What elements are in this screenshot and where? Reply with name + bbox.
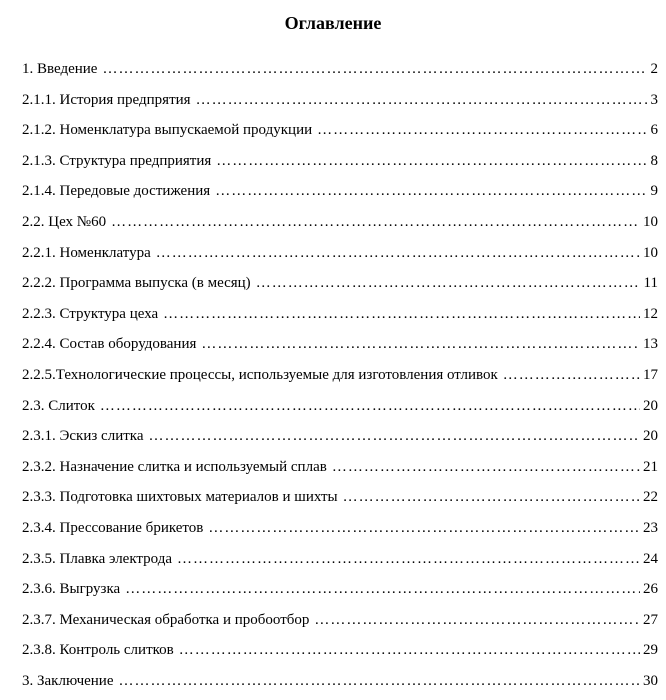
toc-row — [22, 272, 658, 294]
toc-entry-label: 2.1.3. Структура предприятия — [22, 152, 212, 169]
toc-entry-label: 2.2.3. Структура цеха — [22, 305, 159, 322]
toc-entry-label: 2.2. Цех №60 — [22, 213, 107, 230]
toc-entry[interactable] — [22, 670, 658, 700]
toc-entry-page-number: 10 — [643, 213, 658, 230]
toc-entry[interactable] — [22, 242, 658, 273]
toc-entry-page-number: 17 — [643, 366, 658, 383]
dot-leader — [179, 639, 640, 661]
dot-leader — [216, 150, 647, 172]
toc-entry-page-number: 2 — [650, 61, 658, 77]
toc-row — [22, 333, 658, 355]
toc-entry[interactable] — [22, 333, 658, 364]
toc-row — [22, 548, 658, 570]
table-of-contents — [22, 58, 658, 700]
toc-row — [22, 609, 658, 631]
toc-entry[interactable] — [22, 456, 658, 487]
toc-entry[interactable] — [22, 578, 658, 609]
toc-entry-label: 2.3.2. Назначение слитка и используемый сплав — [22, 458, 327, 475]
toc-entry-label: 2.2.4. Состав оборудования — [22, 336, 197, 353]
dot-leader — [163, 303, 640, 325]
toc-row — [22, 639, 658, 661]
toc-row — [22, 119, 658, 141]
toc-entry-label: 2.3.8. Контроль слитков — [22, 642, 174, 659]
toc-entry-label: 2.3.1. Эскиз слитка — [22, 428, 144, 445]
toc-entry-page-number: 27 — [643, 611, 658, 628]
toc-row — [22, 364, 658, 386]
toc-row — [22, 58, 658, 80]
toc-entry[interactable] — [22, 89, 658, 120]
toc-entry-page-number: 12 — [643, 305, 658, 322]
toc-entry-page-number: 21 — [643, 458, 658, 475]
toc-entry-page-number: 8 — [650, 152, 658, 169]
toc-row — [22, 150, 658, 172]
dot-leader — [156, 242, 640, 264]
toc-entry-label: 2.1.1. История предпрятия — [22, 91, 191, 108]
dot-leader — [149, 425, 641, 447]
toc-row — [22, 425, 658, 447]
toc-entry[interactable] — [22, 517, 658, 548]
toc-entry-label: 2.3.7. Механическая обработка и пробоотбор — [22, 611, 310, 628]
dot-leader — [503, 364, 640, 386]
dot-leader — [111, 211, 640, 233]
toc-entry-page-number: 20 — [643, 428, 658, 445]
toc-entry-page-number: 11 — [643, 275, 658, 292]
toc-entry[interactable] — [22, 150, 658, 181]
toc-entry-label: 2.3.4. Прессование брикетов — [22, 519, 204, 536]
toc-entry-label: 2.2.1. Номенклатура — [22, 244, 151, 261]
dot-leader — [332, 456, 640, 478]
toc-row — [22, 180, 658, 202]
toc-entry-page-number: 10 — [643, 244, 658, 261]
toc-entry-page-number: 23 — [643, 519, 658, 536]
toc-entry-page-number: 13 — [643, 336, 658, 353]
toc-entry-label: 2.3.5. Плавка электрода — [22, 550, 173, 567]
toc-row — [22, 395, 658, 417]
dot-leader — [196, 89, 648, 111]
toc-entry[interactable] — [22, 364, 658, 395]
toc-row — [22, 486, 658, 508]
toc-entry[interactable] — [22, 272, 658, 303]
toc-entry-label: 1. Введение — [22, 61, 98, 77]
toc-entry-label: 2.3. Слиток — [22, 397, 95, 414]
toc-entry-label: 3. Заключение — [22, 672, 114, 689]
toc-entry[interactable] — [22, 548, 658, 579]
toc-row — [22, 242, 658, 264]
toc-entry-page-number: 24 — [643, 550, 658, 567]
toc-entry[interactable] — [22, 425, 658, 456]
dot-leader — [215, 180, 647, 202]
toc-entry[interactable] — [22, 180, 658, 211]
toc-row — [22, 303, 658, 325]
dot-leader — [317, 119, 647, 141]
toc-entry-label: 2.1.2. Номенклатура выпускаемой продукции — [22, 122, 313, 139]
toc-entry-label: 2.1.4. Передовые достижения — [22, 183, 211, 200]
page-title: Оглавление — [284, 13, 382, 33]
dot-leader — [177, 548, 640, 570]
toc-entry[interactable] — [22, 486, 658, 517]
toc-entry[interactable] — [22, 609, 658, 640]
dot-leader — [256, 272, 641, 294]
toc-entry[interactable] — [22, 119, 658, 150]
dot-leader — [102, 58, 647, 80]
toc-entry[interactable] — [22, 395, 658, 426]
dot-leader — [208, 517, 640, 539]
toc-entry-page-number: 20 — [643, 397, 658, 414]
dot-leader — [201, 333, 640, 355]
toc-entry-label: 2.3.3. Подготовка шихтовых материалов и шихты — [22, 489, 338, 506]
toc-row — [22, 578, 658, 600]
toc-entry-label: 2.2.5.Технологические процессы, используемые для изготовления отливок — [22, 366, 498, 383]
dot-leader — [100, 395, 640, 417]
dot-leader — [119, 670, 641, 692]
toc-entry-page-number: 26 — [643, 581, 658, 598]
toc-entry-page-number: 29 — [643, 642, 658, 659]
toc-entry-page-number: 22 — [643, 489, 658, 506]
toc-entry-page-number: 3 — [650, 91, 658, 108]
toc-row — [22, 456, 658, 478]
toc-entry[interactable] — [22, 303, 658, 334]
dot-leader — [343, 486, 640, 508]
toc-row — [22, 211, 658, 233]
toc-row — [22, 89, 658, 111]
dot-leader — [314, 609, 640, 631]
toc-row — [22, 517, 658, 539]
toc-entry-page-number: 6 — [650, 122, 658, 139]
toc-entry-page-number: 30 — [643, 672, 658, 689]
toc-entry-label: 2.2.2. Программа выпуска (в месяц) — [22, 275, 251, 292]
toc-entry[interactable] — [22, 639, 658, 670]
toc-row — [22, 670, 658, 692]
toc-entry-page-number: 9 — [650, 183, 658, 200]
dot-leader — [125, 578, 640, 600]
toc-entry[interactable] — [22, 58, 658, 89]
toc-entry-label: 2.3.6. Выгрузка — [22, 581, 121, 598]
toc-entry[interactable] — [22, 211, 658, 242]
